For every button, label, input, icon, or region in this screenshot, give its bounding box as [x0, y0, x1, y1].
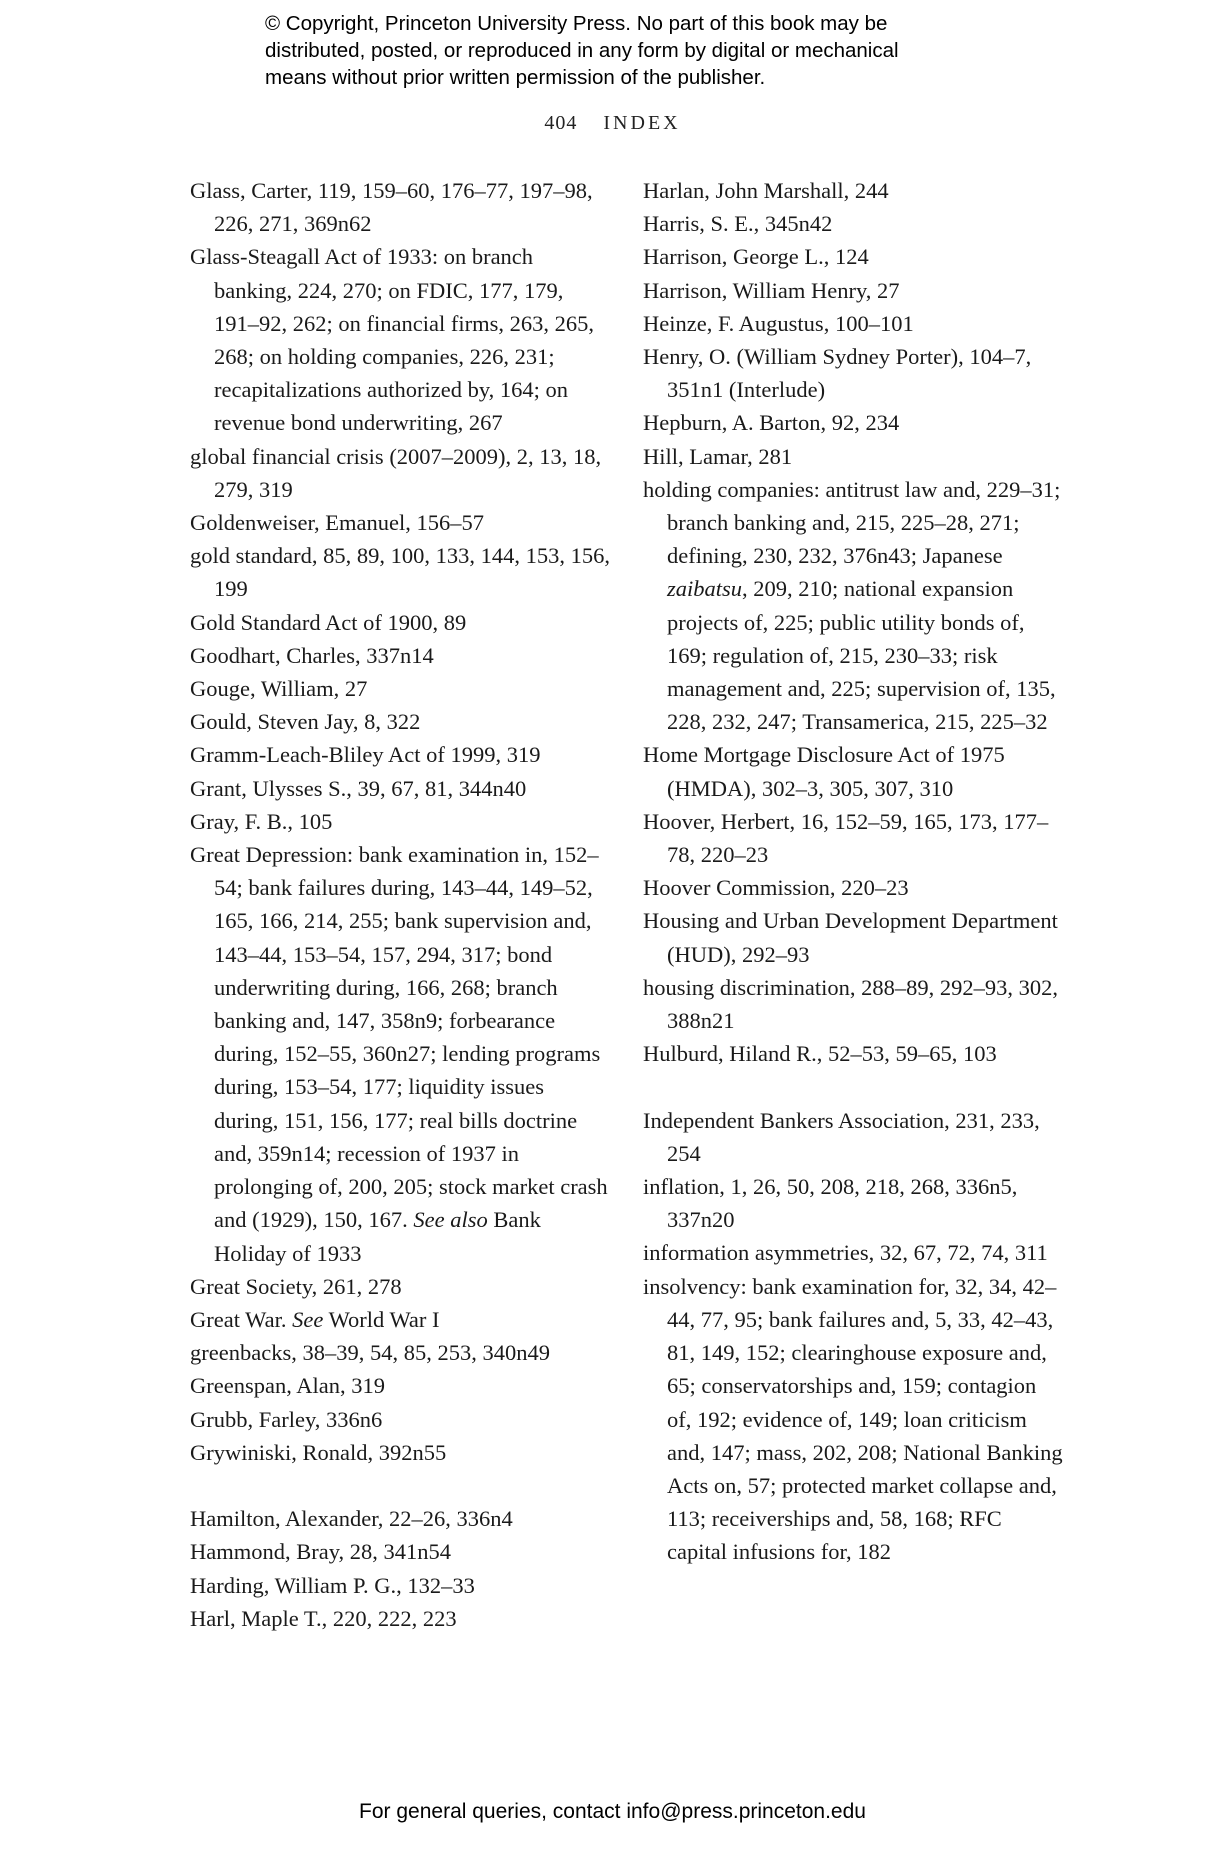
index-entry-text: Hill, Lamar, 281 — [643, 443, 793, 469]
index-entry-text: Gramm-Leach-Bliley Act of 1999, 319 — [190, 742, 541, 768]
index-entry — [190, 1303, 610, 1336]
index-entry — [643, 274, 1063, 307]
index-entry — [190, 440, 610, 506]
index-entry-text: Great Depression: bank examination in, 152–54; bank failures during, 143–44, 149–52, 165, 166, 214, 255; bank supervision and, 143–44, 153–54, 157, 294, 317; bond underwriting during, 166, 268; branch banking and, 147, 358n9; forbearance during, 152–55, 360n27; lending programs during, 153–54, 177; liquidity issues during, 151, 156, 177; real bills doctrine and, 359n14; recession of 1937 in prolonging of, 200, 205; stock market crash and (1929), 150, 167. — [190, 842, 608, 1233]
index-entry — [643, 473, 1063, 739]
index-entry-text: Great Society, 261, 278 — [190, 1273, 402, 1299]
index-entry — [190, 1336, 610, 1369]
index-entry-text: Hammond, Bray, 28, 341n54 — [190, 1539, 452, 1565]
index-entry — [643, 207, 1063, 240]
index-entry-text: Harl, Maple T., 220, 222, 223 — [190, 1605, 457, 1631]
index-entry — [643, 1170, 1063, 1236]
index-entry — [643, 240, 1063, 273]
index-entry-text: insolvency: bank examination for, 32, 34, 42–44, 77, 95; bank failures and, 5, 33, 42–43, 81, 149, 152; clearinghouse exposure and, 65; conservatorships and, 159; contagion of, 192; evidence of, 149; loan criticism and, 147; mass, 202, 208; National Banking Acts on, 57; protected market collapse and, 113; receiverships and, 58, 168; RFC capital infusions for, 182 — [643, 1273, 1063, 1565]
index-entry-text: Glass, Carter, 119, 159–60, 176–77, 197–98, 226, 271, 369n62 — [190, 178, 593, 237]
index-entry-text: information asymmetries, 32, 67, 72, 74, 311 — [643, 1240, 1048, 1266]
index-entry-text: Henry, O. (William Sydney Porter), 104–7, 351n1 (Interlude) — [643, 344, 1032, 403]
index-entry — [643, 904, 1063, 970]
index-entry-text: Goldenweiser, Emanuel, 156–57 — [190, 510, 485, 536]
index-entry — [643, 1104, 1063, 1170]
see-reference-label: See — [292, 1306, 324, 1332]
index-entry-text: Heinze, F. Augustus, 100–101 — [643, 310, 914, 336]
index-entry-text: housing discrimination, 288–89, 292–93, 302, 388n21 — [643, 974, 1058, 1034]
index-entry — [190, 705, 610, 738]
index-entry-text: Harrison, George L., 124 — [643, 244, 869, 270]
index-entry-text: Housing and Urban Development Department (HUD), 292–93 — [643, 908, 1058, 967]
index-entry-text: Grant, Ulysses S., 39, 67, 81, 344n40 — [190, 775, 527, 801]
index-entry-text: Grubb, Farley, 336n6 — [190, 1406, 383, 1432]
running-head — [0, 112, 1225, 135]
index-entry — [643, 1236, 1063, 1269]
index-entry-text: Hulburd, Hiland R., 52–53, 59–65, 103 — [643, 1041, 997, 1067]
index-entry — [643, 971, 1063, 1037]
index-entry — [190, 1369, 610, 1402]
index-entry — [190, 1602, 610, 1635]
index-entry — [643, 440, 1063, 473]
index-entry — [190, 738, 610, 771]
index-entry-text: Harding, William P. G., 132–33 — [190, 1572, 475, 1598]
index-entry — [190, 1569, 610, 1602]
index-entry-text: greenbacks, 38–39, 54, 85, 253, 340n49 — [190, 1340, 550, 1366]
index-entry — [643, 805, 1063, 871]
index-entry — [643, 406, 1063, 439]
section-title: INDEX — [603, 112, 681, 134]
index-entry-text: Harrison, William Henry, 27 — [643, 277, 900, 303]
index-entry — [643, 174, 1063, 207]
index-column-right — [643, 174, 1063, 1569]
index-entry — [190, 539, 610, 605]
copyright-notice — [265, 10, 985, 91]
index-entry — [190, 240, 610, 439]
see-reference-label: See also — [413, 1207, 488, 1233]
index-entry — [643, 738, 1063, 804]
index-entry-text: global financial crisis (2007–2009), 2, 13, 18, 279, 319 — [190, 443, 602, 502]
index-entry-text: gold standard, 85, 89, 100, 133, 144, 153, 156, 199 — [190, 543, 610, 602]
index-entry-text: Hoover, Herbert, 16, 152–59, 165, 173, 177–78, 220–23 — [643, 808, 1049, 868]
index-entry-text: Grywiniski, Ronald, 392n55 — [190, 1439, 447, 1465]
index-entry — [643, 307, 1063, 340]
index-entry — [190, 838, 610, 1270]
index-entry — [643, 340, 1063, 406]
index-entry-text: Greenspan, Alan, 319 — [190, 1373, 385, 1399]
index-entry-text: Glass-Steagall Act of 1933: on branch banking, 224, 270; on FDIC, 177, 179, 191–92, 262; on financial firms, 263, 265, 268; on holding companies, 226, 231; recapitalizations authorized by, 164; on revenue bond underwriting, 267 — [190, 244, 594, 436]
copyright-line: distributed, posted, or reproduced in any form by digital or mechanical — [265, 39, 899, 62]
index-entry-text: Goodhart, Charles, 337n14 — [190, 642, 434, 668]
index-entry-text: Gray, F. B., 105 — [190, 808, 333, 834]
index-entry-text: Hepburn, A. Barton, 92, 234 — [643, 410, 900, 436]
index-entry — [190, 639, 610, 672]
index-entry-text: holding companies: antitrust law and, 229–31; branch banking and, 215, 225–28, 271; defining, 230, 232, 376n43; Japanese — [643, 476, 1061, 569]
index-entry-text: Home Mortgage Disclosure Act of 1975 (HMDA), 302–3, 305, 307, 310 — [643, 742, 1005, 801]
index-entry — [190, 672, 610, 705]
letter-group-gap — [190, 1469, 610, 1502]
index-entry-text: Great War. — [190, 1306, 287, 1332]
index-entry — [190, 1436, 610, 1469]
page-number: 404 — [544, 112, 578, 134]
index-entry — [190, 174, 610, 240]
index-entry-text: Gold Standard Act of 1900, 89 — [190, 609, 467, 635]
index-entry-text-continued: , 209, 210; national expansion projects of, 225; public utility bonds of, 169; regulation of, 215, 230–33; risk management and, 225; supervision of, 135, 228, 232, 247; Transamerica, 215, 225–32 — [667, 576, 1056, 735]
copyright-line: means without prior written permission of the publisher. — [265, 66, 766, 89]
index-entry-text: Harris, S. E., 345n42 — [643, 211, 833, 237]
index-entry-text: Harlan, John Marshall, 244 — [643, 178, 889, 203]
see-reference-target: World War I — [328, 1306, 440, 1332]
index-entry — [190, 1403, 610, 1436]
index-entry — [190, 506, 610, 539]
footer-contact: For general queries, contact info@press.princeton.edu — [359, 1800, 866, 1823]
index-entry — [190, 805, 610, 838]
index-entry-text: Gould, Steven Jay, 8, 322 — [190, 709, 421, 735]
copyright-line: © Copyright, Princeton University Press. No part of this book may be — [265, 12, 888, 35]
index-entry — [190, 772, 610, 805]
index-entry-text: Hamilton, Alexander, 22–26, 336n4 — [190, 1506, 513, 1532]
index-column-left — [190, 174, 610, 1635]
index-entry — [643, 1270, 1063, 1569]
index-entry — [190, 1535, 610, 1568]
letter-group-gap — [643, 1070, 1063, 1103]
index-entry-text: Independent Bankers Association, 231, 233, 254 — [643, 1107, 1040, 1166]
index-entry — [643, 871, 1063, 904]
index-entry-text: inflation, 1, 26, 50, 208, 218, 268, 336n5, 337n20 — [643, 1174, 1018, 1233]
index-entry — [190, 1270, 610, 1303]
index-entry-text: Hoover Commission, 220–23 — [643, 875, 909, 901]
index-entry-italic-term: zaibatsu — [667, 576, 743, 602]
see-reference-target: Bank Holiday of 1933 — [214, 1207, 541, 1266]
index-entry — [643, 1037, 1063, 1070]
index-entry-text: Gouge, William, 27 — [190, 676, 368, 702]
index-entry — [190, 606, 610, 639]
index-entry — [190, 1502, 610, 1535]
